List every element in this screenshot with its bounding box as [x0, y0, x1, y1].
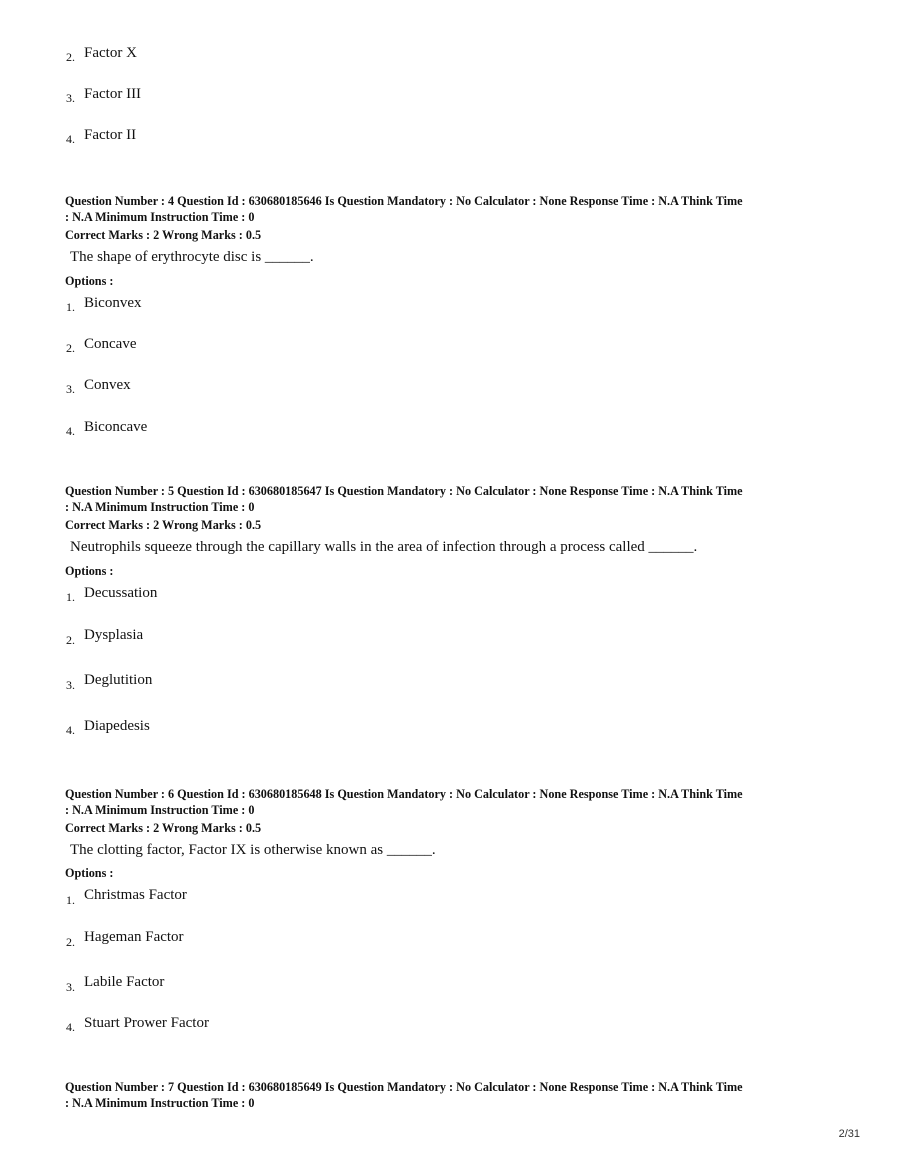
- option-text: Concave: [84, 336, 137, 352]
- question-header-line1: Question Number : 4 Question Id : 630680185646 Is Question Mandatory : No Calculator : None Response Time : N.A Think Time: [65, 194, 743, 208]
- option-number: 1.: [66, 590, 75, 604]
- option-number: 2.: [66, 935, 75, 949]
- option-number: 3.: [66, 980, 75, 994]
- option-text: Factor X: [84, 45, 137, 61]
- question-header-line1: Question Number : 5 Question Id : 630680185647 Is Question Mandatory : No Calculator : None Response Time : N.A Think Time: [65, 484, 743, 498]
- question-marks: Correct Marks : 2 Wrong Marks : 0.5: [65, 821, 262, 835]
- option-text: Christmas Factor: [84, 887, 187, 903]
- option-number: 2.: [66, 341, 75, 355]
- question-header-line2: : N.A Minimum Instruction Time : 0: [65, 1096, 255, 1110]
- option-number: 3.: [66, 382, 75, 396]
- option-number: 4.: [66, 424, 75, 438]
- option-number: 2.: [66, 50, 75, 64]
- question-header: [65, 193, 855, 225]
- question-header: [65, 1079, 855, 1111]
- option-text: Decussation: [84, 585, 158, 601]
- question-header: [65, 786, 855, 818]
- option-number: 1.: [66, 893, 75, 907]
- option-text: Biconcave: [84, 419, 148, 435]
- question-marks: Correct Marks : 2 Wrong Marks : 0.5: [65, 518, 262, 532]
- option-text: Stuart Prower Factor: [84, 1015, 209, 1031]
- question-stem: Neutrophils squeeze through the capillary walls in the area of infection through a process called ______.: [70, 539, 698, 555]
- options-label: Options :: [65, 564, 114, 578]
- question-stem: The shape of erythrocyte disc is ______.: [70, 249, 314, 265]
- question-header-line2: : N.A Minimum Instruction Time : 0: [65, 803, 255, 817]
- option-text: Labile Factor: [84, 974, 165, 990]
- option-text: Hageman Factor: [84, 929, 184, 945]
- question-header-line1: Question Number : 6 Question Id : 630680185648 Is Question Mandatory : No Calculator : None Response Time : N.A Think Time: [65, 787, 743, 801]
- option-text: Biconvex: [84, 295, 142, 311]
- options-label: Options :: [65, 274, 114, 288]
- page-number: 2/31: [838, 1128, 860, 1140]
- option-text: Dysplasia: [84, 627, 144, 643]
- options-label: Options :: [65, 866, 114, 880]
- question-header-line1: Question Number : 7 Question Id : 630680185649 Is Question Mandatory : No Calculator : None Response Time : N.A Think Time: [65, 1080, 743, 1094]
- option-text: Convex: [84, 377, 131, 393]
- question-header: [65, 483, 855, 515]
- option-number: 3.: [66, 91, 75, 105]
- option-number: 1.: [66, 300, 75, 314]
- option-number: 4.: [66, 1020, 75, 1034]
- option-text: Factor II: [84, 127, 137, 143]
- question-marks: Correct Marks : 2 Wrong Marks : 0.5: [65, 228, 262, 242]
- question-stem: The clotting factor, Factor IX is otherwise known as ______.: [70, 842, 436, 858]
- question-header-line2: : N.A Minimum Instruction Time : 0: [65, 210, 255, 224]
- option-text: Diapedesis: [84, 718, 150, 734]
- question-header-line2: : N.A Minimum Instruction Time : 0: [65, 500, 255, 514]
- option-number: 4.: [66, 723, 75, 737]
- option-text: Deglutition: [84, 672, 153, 688]
- option-number: 3.: [66, 678, 75, 692]
- option-text: Factor III: [84, 86, 142, 102]
- option-number: 2.: [66, 633, 75, 647]
- option-number: 4.: [66, 132, 75, 146]
